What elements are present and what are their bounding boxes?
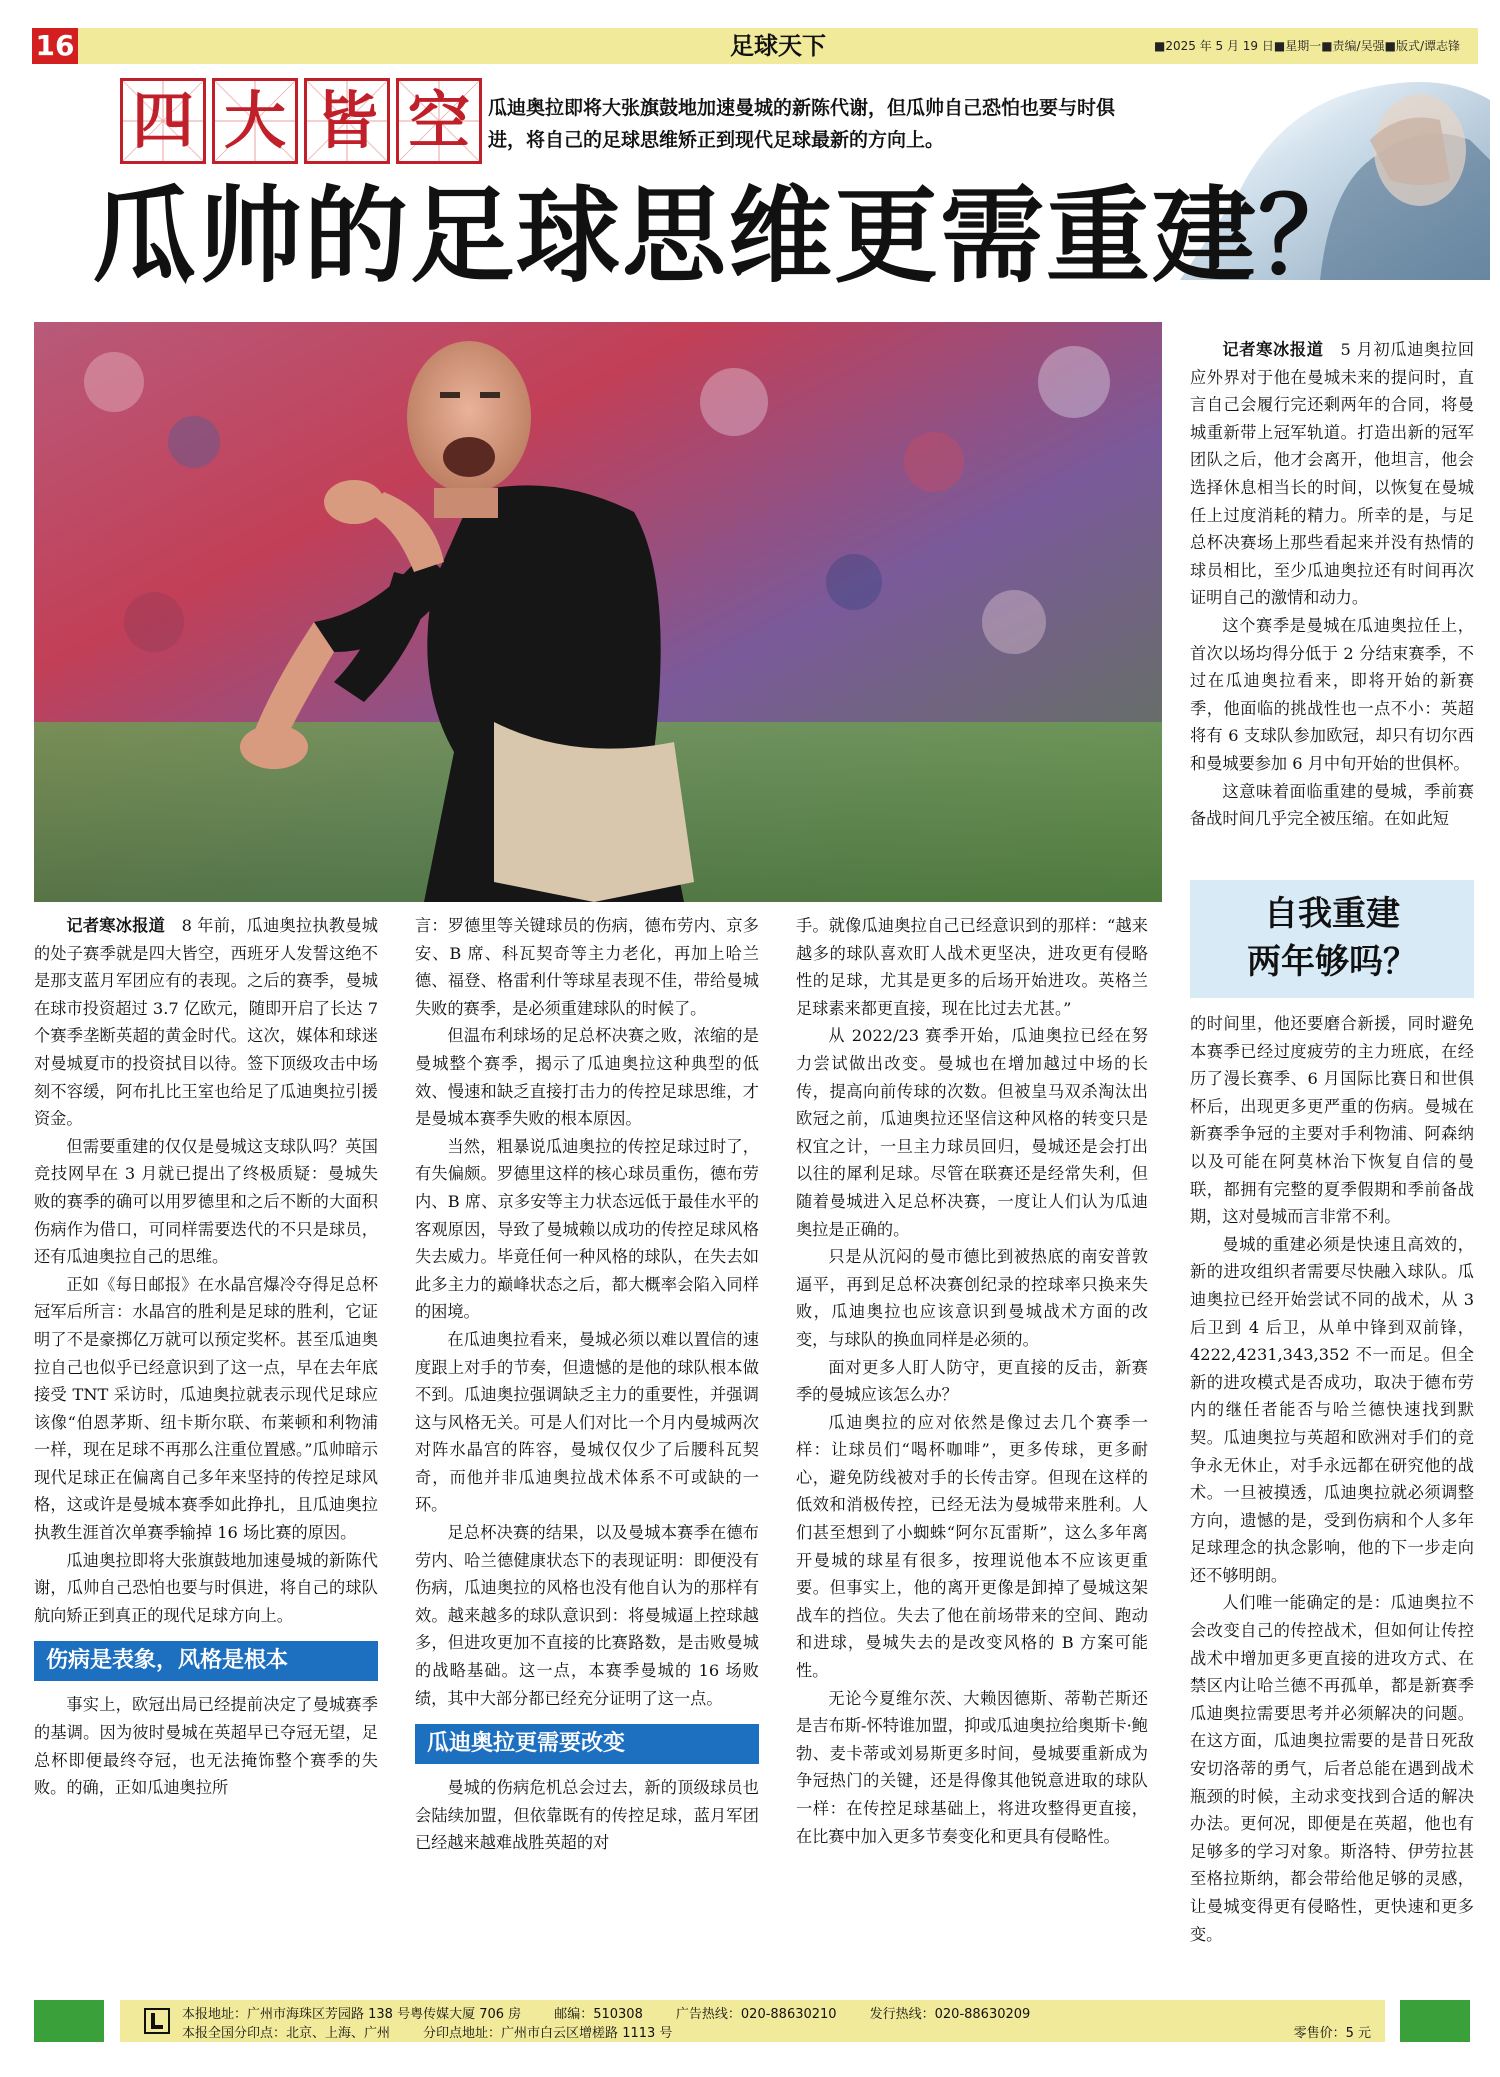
side-heading-line: 两年够吗？ [1247,942,1417,982]
paragraph: 正如《每日邮报》在水晶宫爆冷夺得足总杯冠军后所言：水晶宫的胜利是足球的胜利，它证明了不是豪掷亿万就可以预定奖杯。甚至瓜迪奥拉自己也似乎已经意识到了这一点，早在去年底接受 TNT 采访时，瓜迪奥拉就表示现代足球应该像“伯恩茅斯、纽卡斯尔联、布莱顿和利物浦一样，现在足球不再那么注重位置感。”瓜帅暗示现代足球正在偏离自己多年来坚持的传控足球风格，这或许是曼城本赛季如此挣扎，且瓜迪奥拉执教生涯首次单赛季输掉 16 场比赛的原因。 [34,1274,378,1543]
paragraph: 但温布利球场的足总杯决赛之败，浓缩的是曼城整个赛季，揭示了瓜迪奥拉这种典型的低效、慢速和缺乏直接打击力的传控足球思维，才是曼城本赛季失败的根本原因。 [415,1026,759,1129]
section-header [78,28,1478,64]
paragraph: 这意味着面临重建的曼城，季前赛备战时间几乎完全被压缩。在如此短 [1190,781,1474,829]
footer-line-1: 本报地址：广州市海珠区芳园路 138 号粤传媒大厦 706 房 邮编：510308 广告热线：020-88630210 发行热线：020-88630209 [182,2007,1031,2022]
paragraph: 的时间里，他还要磨合新援，同时避免本赛季已经过度疲劳的主力班底，在经历了漫长赛季、6 月国际比赛日和世俱杯后，出现更多更严重的伤病。曼城在新赛季争冠的主要对手利物浦、阿森纳以及可能在阿莫林治下恢复自信的曼联，都拥有完整的夏季假期和季前备战期，这对曼城而言非常不利。 [1190,1014,1474,1227]
paragraph: 这个赛季是曼城在瓜迪奥拉任上，首次以场均得分低于 2 分结束赛季，不过在瓜迪奥拉看来，即将开始的新赛季，他面临的挑战性也一点不小：英超将有 6 支球队参加欧冠，却只有切尔西和曼城要参加 6 月中旬开始的世俱杯。 [1190,615,1474,773]
kicker [120,78,488,164]
column-2 [415,912,759,1857]
paragraph: 手。就像瓜迪奥拉自己已经意识到的那样：“越来越多的球队喜欢盯人战术更坚决，进攻更有侵略性的足球，尤其是更多的后场开始进攻。英格兰足球素来都更直接，现在比过去尤甚。” [796,916,1148,1018]
column-3 [796,912,1148,1850]
paragraph: 瓜迪奥拉即将大张旗鼓地加速曼城的新陈代谢，瓜帅自己恐怕也要与时俱进，将自己的球队航向矫正到真正的现代足球方向上。 [34,1550,378,1625]
footer-line-2: 本报全国分印点：北京、上海、广州 分印点地址：广州市白云区增槎路 1113 号 [182,2026,673,2041]
footer-block-left [34,2000,104,2042]
paragraph: 从 2022/23 赛季开始，瓜迪奥拉已经在努力尝试做出改变。曼城也在增加越过中场的长传，提高向前传球的次数。但被皇马双杀淘汰出欧冠之前，瓜迪奥拉还坚信这种风格的转变只是权宜之计，一旦主力球员回归，曼城还是会打出以往的犀利足球。尽管在联赛还是经常失利，但随着曼城进入足总杯决赛，一度让人们认为瓜迪奥拉是正确的。 [796,1026,1148,1239]
column-4 [1190,336,1474,833]
byline: 记者寒冰报道 [1222,340,1324,359]
paragraph: 面对更多人盯人防守，更直接的反击，新赛季的曼城应该怎么办？ [796,1357,1148,1405]
column-4-continued [1190,1010,1474,1948]
deck: 瓜迪奥拉即将大张旗鼓地加速曼城的新陈代谢，但瓜帅自己恐怕也要与时俱进，将自己的足球思维矫正到现代足球最新的方向上。 [488,97,1116,151]
paragraph: 8 年前，瓜迪奥拉执教曼城的处子赛季就是四大皆空，西班牙人发誓这绝不是那支蓝月军团应有的表现。之后的赛季，曼城在球市投资超过 3.7 亿欧元，随即开启了长达 7 个赛季垄断英超的黄金时代。这次，媒体和球迷对曼城夏市的投资拭目以待。签下顶级攻击中场刻不容缓，阿布扎比王室也给足了瓜迪奥拉引援资金。 [34,916,378,1129]
byline: 记者寒冰报道 [66,916,166,935]
paragraph: 瓜迪奥拉的应对依然是像过去几个赛季一样：让球员们“喝杯咖啡”，更多传球，更多耐心，避免防线被对手的长传击穿。但现在这样的低效和消极传控，已经无法为曼城带来胜利。人们甚至想到了小蜘蛛“阿尔瓦雷斯”，这么多年离开曼城的球星有很多，按理说他本不应该更重要。但事实上，他的离开更像是卸掉了曼城这架战车的挡位。失去了他在前场带来的空间、跑动和进球，曼城失去的是改变风格的 B 方案可能性。 [796,1412,1148,1681]
paragraph: 曼城的伤病危机总会过去，新的顶级球员也会陆续加盟，但依靠既有的传控足球，蓝月军团已经越来越难战胜英超的对 [415,1778,759,1853]
side-heading-line: 自我重建 [1264,894,1400,934]
column-1 [34,912,378,1802]
main-photo [34,322,1162,902]
price: 零售价：5 元 [1293,2026,1371,2041]
paragraph: 足总杯决赛的结果，以及曼城本赛季在德布劳内、哈兰德健康状态下的表现证明：即便没有伤病，瓜迪奥拉的风格也没有他自认为的那样有效。越来越多的球队意识到：将曼城逼上控球越多，但进攻更加不直接的比赛路数，是击败曼城的战略基础。这一点，本赛季曼城的 16 场败绩，其中大部分都已经充分证明了这一点。 [415,1523,759,1708]
phone-icon [144,2008,170,2034]
footer-block-right [1400,2000,1470,2042]
paragraph: 曼城的重建必须是快速且高效的，新的进攻组织者需要尽快融入球队。瓜迪奥拉已经开始尝试不同的战术，从 3 后卫到 4 后卫，从单中锋到双前锋，4222,4231,343,352 不一而足。但全新的进攻模式是否成功，取决于德布劳内的继任者能否与哈兰德快速找到默契。瓜迪奥拉与英超和欧洲对手们的竞争永无休止，对手永远都在研究他的战术。一旦被摸透，瓜迪奥拉就必须调整方向，遗憾的是，受到伤病和个人多年足球理念的执念影响，他的下一步走向还不够明朗。 [1190,1234,1474,1585]
section-title: 足球天下 [730,32,826,60]
paragraph: 5 月初瓜迪奥拉回应外界对于他在曼城未来的提问时，直言自己会履行完还剩两年的合同，将曼城重新带上冠军轨道。打造出新的冠军团队之后，他才会离开，他坦言，他会选择休息相当长的时间，以恢复在曼城任上过度消耗的精力。所幸的是，与足总杯决赛场上那些看起来并没有热情的球员相比，至少瓜迪奥拉还有时间再次证明自己的激情和动力。 [1190,340,1475,608]
kicker-char: 空 [396,78,482,164]
kicker-char: 四 [120,78,206,164]
kicker-char: 大 [212,78,298,164]
footer-info [120,2000,1385,2042]
sub-heading: 伤病是表象，风格是根本 [34,1641,378,1681]
page-number: 16 [32,28,78,64]
paragraph: 当然，粗暴说瓜迪奥拉的传控足球过时了，有失偏颇。罗德里这样的核心球员重伤，德布劳内、B 席、京多安等主力状态远低于最佳水平的客观原因，导致了曼城赖以成功的传控足球风格失去威力。毕竟任何一种风格的球队，在失去如此多主力的巅峰状态之后，都大概率会陷入同样的困境。 [415,1136,759,1322]
paragraph: 言：罗德里等关键球员的伤病，德布劳内、京多安、B 席、科瓦契奇等主力老化，再加上哈兰德、福登、格雷利什等球星表现不佳，带给曼城失败的赛季，是必须重建球队的时候了。 [415,916,759,1018]
paragraph: 人们唯一能确定的是：瓜迪奥拉不会改变自己的传控战术，但如何让传控战术中增加更多更直接的进攻方式、在禁区内让哈兰德不再孤单，都是新赛季瓜迪奥拉需要思考并必须解决的问题。在这方面，瓜迪奥拉需要的是昔日死敌安切洛蒂的勇气，后者总能在遇到战术瓶颈的时候，主动求变找到合适的解决办法。更何况，即便是在英超，他也有足够多的学习对象。斯洛特、伊劳拉甚至格拉斯纳，都会带给他足够的灵感，让曼城变得更有侵略性，更快速和更多变。 [1190,1593,1474,1944]
paragraph: 在瓜迪奥拉看来，曼城必须以难以置信的速度跟上对手的节奏，但遗憾的是他的球队根本做不到。瓜迪奥拉强调缺乏主力的重要性，并强调这与风格无关。可是人们对比一个月内曼城两次对阵水晶宫的阵容，曼城仅仅少了后腰科瓦契奇，而他并非瓜迪奥拉战术体系不可或缺的一环。 [415,1329,759,1515]
dateline: ■2025 年 5 月 19 日■星期一■责编/吴强■版式/谭志锋 [1154,39,1460,53]
paragraph: 无论今夏维尔茨、大赖因德斯、蒂勒芒斯还是吉布斯-怀特谁加盟，抑或瓜迪奥拉给奥斯卡·鲍勃、麦卡蒂或刘易斯更多时间，曼城要重新成为争冠热门的关键，还是得像其他锐意进取的球队一样：在传控足球基础上，将进攻整得更直接，在比赛中加入更多节奏变化和更具有侵略性。 [796,1688,1148,1846]
sub-heading: 瓜迪奥拉更需要改变 [415,1724,759,1764]
kicker-char: 皆 [304,78,390,164]
paragraph: 事实上，欧冠出局已经提前决定了曼城赛季的基调。因为彼时曼城在英超早已夺冠无望，足总杯即便最终夺冠，也无法掩饰整个赛季的失败。的确，正如瓜迪奥拉所 [34,1695,378,1798]
paragraph: 但需要重建的仅仅是曼城这支球队吗？英国竞技网早在 3 月就已提出了终极质疑：曼城失败的赛季的确可以用罗德里和之后不断的大面积伤病作为借口，可同样需要迭代的不只是球员，还有瓜迪奥拉自己的思维。 [34,1136,378,1267]
headline: 瓜帅的足球思维更需重建？ [92,174,1365,297]
side-heading-box [1190,880,1474,998]
paragraph: 只是从沉闷的曼市德比到被热底的南安普敦逼平，再到足总杯决赛创纪录的控球率只换来失败，瓜迪奥拉也应该意识到曼城战术方面的改变，与球队的换血同样是必须的。 [796,1247,1148,1349]
